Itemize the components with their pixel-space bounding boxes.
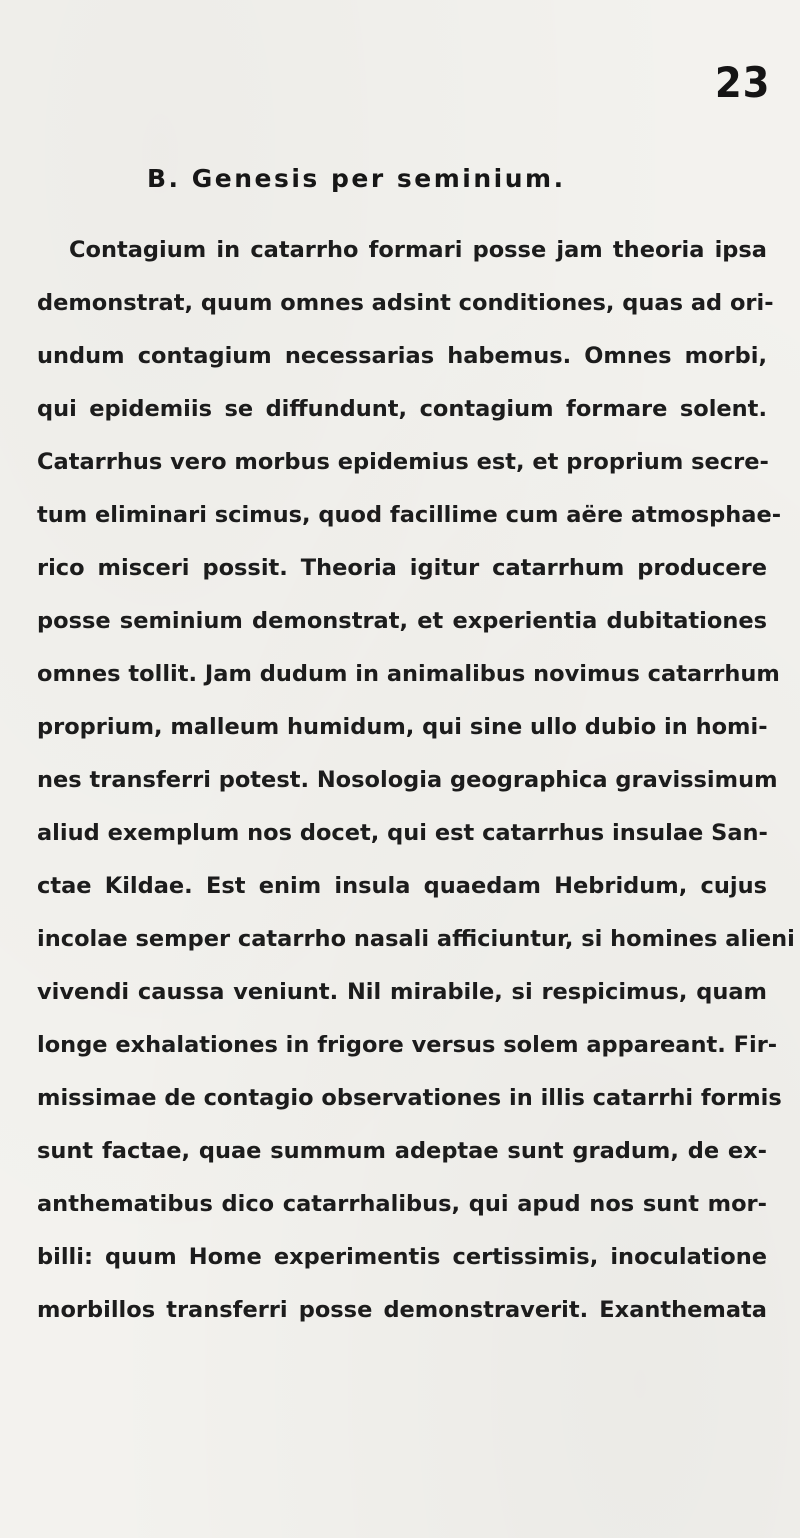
text-line: nes transferri potest. Nosologia geographica gravissimum [37, 767, 778, 793]
text-line: longe exhalationes in frigore versus solem appareant. Fir- [37, 1032, 778, 1058]
text-line: proprium, malleum humidum, qui sine ullo dubio in homi- [37, 714, 768, 740]
text-line: anthematibus dico catarrhalibus, qui apud nos sunt mor- [37, 1191, 767, 1217]
text-line: rico misceri possit. Theoria igitur catarrhum producere [37, 555, 767, 581]
text-line: billi: quum Home experimentis certissimis, inoculatione [37, 1244, 767, 1270]
text-line: morbillos transferri posse demonstraverit. Exanthemata [37, 1297, 767, 1323]
text-line: incolae semper catarrho nasali afficiuntur, si homines alieni [37, 926, 795, 952]
text-line: missimae de contagio observationes in illis catarrhi formis [37, 1085, 782, 1111]
text-line: tum eliminari scimus, quod facillime cum aëre atmosphae- [37, 502, 782, 528]
text-line: omnes tollit. Jam dudum in animalibus novimus catarrhum [37, 661, 780, 687]
text-line: Contagium in catarrho formari posse jam theoria ipsa [69, 237, 767, 263]
text-line: aliud exemplum nos docet, qui est catarrhus insulae San- [37, 820, 768, 846]
text-line: undum contagium necessarias habemus. Omnes morbi, [37, 343, 767, 369]
text-line: sunt factae, quae summum adeptae sunt gradum, de ex- [37, 1138, 767, 1164]
text-line: Catarrhus vero morbus epidemius est, et proprium secre- [37, 449, 769, 475]
body-text [37, 224, 795, 1337]
text-line: demonstrat, quum omnes adsint conditiones, quas ad ori- [37, 290, 774, 316]
page-number: 23 [714, 58, 770, 107]
text-line: qui epidemiis se diffundunt, contagium formare solent. [37, 396, 767, 422]
section-heading: B. Genesis per seminium. [147, 164, 566, 193]
text-line: vivendi caussa veniunt. Nil mirabile, si respicimus, quam [37, 979, 767, 1005]
text-line: posse seminium demonstrat, et experientia dubitationes [37, 608, 767, 634]
text-line: ctae Kildae. Est enim insula quaedam Hebridum, cujus [37, 873, 767, 899]
